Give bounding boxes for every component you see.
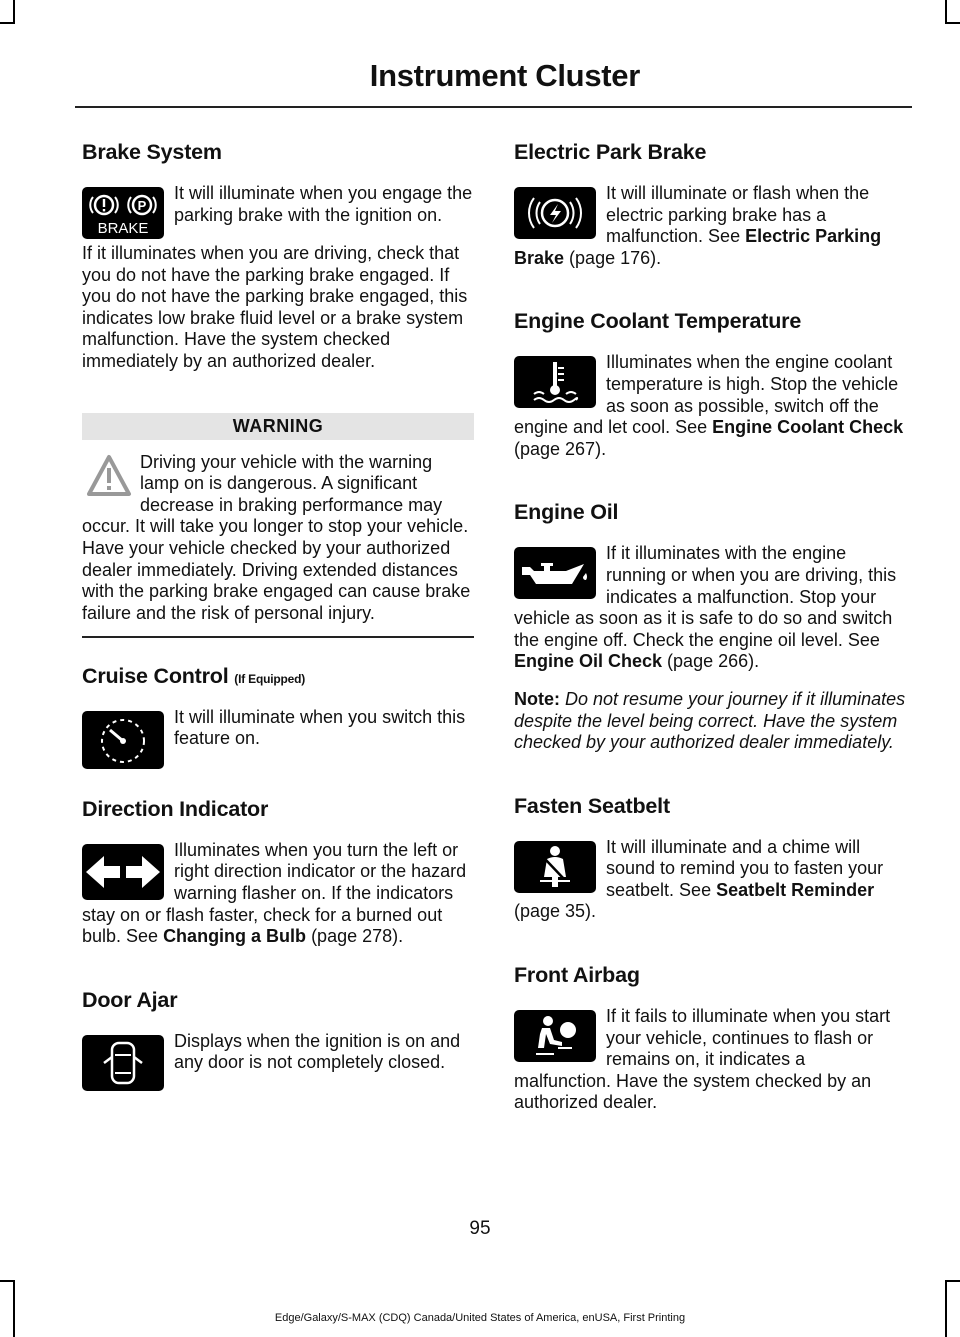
door-ajar-icon	[82, 1035, 164, 1091]
seatbelt-text-body: It will illuminate and a chime will sound to remind you to fasten your seatbelt. See	[606, 836, 884, 900]
crop-mark	[945, 22, 960, 24]
warning-box	[82, 413, 474, 664]
heading-cruise-control	[82, 664, 474, 689]
warning-text: Driving your vehicle with the warning lamp on is dangerous. A significant decrease in braking performance may occur. It will take you longer to stop your vehicle. Have your vehicle checked by your authorized dealer immediately. Driving extended distances with the parking brake engaged can cause brake failure and the risk of personal injury.	[82, 451, 471, 623]
section-front-airbag	[514, 963, 906, 1130]
crop-mark	[945, 1280, 960, 1282]
crop-mark	[13, 0, 15, 24]
cruise-heading-text: Cruise Control	[82, 663, 229, 688]
right-column	[514, 140, 906, 1154]
heading-door-ajar: Door Ajar	[82, 987, 178, 1012]
cruise-text: It will illuminate when you switch this feature on.	[174, 706, 466, 749]
seatbelt-ref-page: (page 35).	[514, 901, 597, 922]
coolant-temperature-icon	[514, 356, 596, 408]
crop-mark	[945, 0, 947, 24]
page-number: 95	[469, 1218, 491, 1239]
oil-note	[514, 689, 906, 754]
heading-direction-indicator: Direction Indicator	[82, 796, 269, 821]
brake-warning-icon	[82, 187, 164, 239]
electric-park-brake-icon	[514, 187, 596, 239]
oil-text-body: If it illuminates with the engine running or when you are driving, this indicates a malfunction. Stop your vehicle as soon as it is safe to do so and switch the engine off. Check the engine oil level. See	[514, 543, 897, 650]
door-text: Displays when the ignition is on and any door is not completely closed.	[174, 1030, 461, 1073]
warning-divider	[82, 636, 474, 638]
engine-oil-check-link[interactable]: Engine Oil Check	[514, 651, 663, 672]
changing-bulb-link[interactable]: Changing a Bulb	[163, 926, 307, 947]
warning-triangle-icon	[86, 454, 132, 498]
engine-oil-icon	[514, 547, 596, 599]
heading-brake-system: Brake System	[82, 140, 222, 164]
epb-text-body: It will illuminate or flash when the electric parking brake has a malfunction. See	[606, 183, 870, 247]
direction-ref-page: (page 278).	[306, 926, 404, 947]
heading-engine-coolant: Engine Coolant Temperature	[514, 309, 802, 334]
coolant-text-body: Illuminates when the engine coolant temperature is high. Stop the vehicle as soon as possible, switch off the engine and let cool. See	[514, 352, 899, 438]
heading-fasten-seatbelt: Fasten Seatbelt	[514, 793, 670, 818]
section-electric-park-brake	[514, 140, 906, 285]
heading-electric-park-brake: Electric Park Brake	[514, 140, 707, 164]
footer-text: Edge/Galaxy/S-MAX (CDQ) Canada/United States of America, enUSA, First Printing	[274, 1312, 686, 1324]
crop-mark	[945, 1280, 947, 1337]
section-door-ajar	[82, 988, 474, 1095]
oil-ref-page: (page 266).	[662, 651, 760, 672]
direction-arrows-icon	[82, 844, 164, 900]
crop-mark	[13, 1280, 15, 1337]
section-brake-system	[82, 140, 474, 389]
epb-ref-page: (page 176).	[564, 247, 662, 268]
brake-intro-text: It will illuminate when you engage the parking brake with the ignition on.	[174, 183, 473, 225]
coolant-ref-page: (page 267).	[514, 438, 607, 459]
note-text: Do not resume your journey if it illuminates despite the level being correct. Have the system checked by your authorized dealer immediately.	[514, 688, 906, 753]
header-divider	[75, 106, 912, 108]
svg-text:P: P	[137, 198, 147, 213]
page-title: Instrument Cluster	[369, 58, 640, 93]
engine-coolant-check-link[interactable]: Engine Coolant Check	[712, 417, 904, 438]
cruise-heading-suffix: (If Equipped)	[234, 671, 306, 686]
crop-mark	[0, 1280, 15, 1282]
warning-title: WARNING	[82, 413, 474, 440]
heading-engine-oil: Engine Oil	[514, 500, 619, 525]
section-engine-oil	[514, 500, 906, 769]
section-direction-indicator	[82, 797, 474, 964]
seatbelt-reminder-link[interactable]: Seatbelt Reminder	[716, 879, 875, 900]
section-engine-coolant	[514, 309, 906, 476]
section-fasten-seatbelt	[514, 794, 906, 939]
electric-parking-brake-link[interactable]: Electric Parking Brake	[514, 226, 882, 268]
brake-icon-label: BRAKE	[97, 220, 149, 237]
brake-body-text: If it illuminates when you are driving, check that you do not have the parking brake engaged. If you do not have the parking brake engaged, this indicates low brake fluid level or a brake system malfunction. Have the system checked immediately by an authorized dealer.	[82, 243, 468, 371]
section-cruise-control	[82, 664, 474, 773]
direction-text-body: Illuminates when you turn the left or right direction indicator or the hazard warning flasher on. If the indicators stay on or flash faster, check for a burned out bulb. See	[82, 839, 467, 947]
airbag-text: If it fails to illuminate when you start your vehicle, continues to flash or remains on, it indicates a malfunction. Have the system checked by an authorized dealer.	[514, 1006, 891, 1113]
heading-front-airbag: Front Airbag	[514, 963, 640, 988]
cruise-control-icon	[82, 711, 164, 769]
note-label: Note:	[514, 688, 560, 709]
seatbelt-icon	[514, 841, 596, 893]
left-column	[82, 140, 474, 1119]
crop-mark	[0, 22, 15, 24]
airbag-icon	[514, 1010, 596, 1062]
